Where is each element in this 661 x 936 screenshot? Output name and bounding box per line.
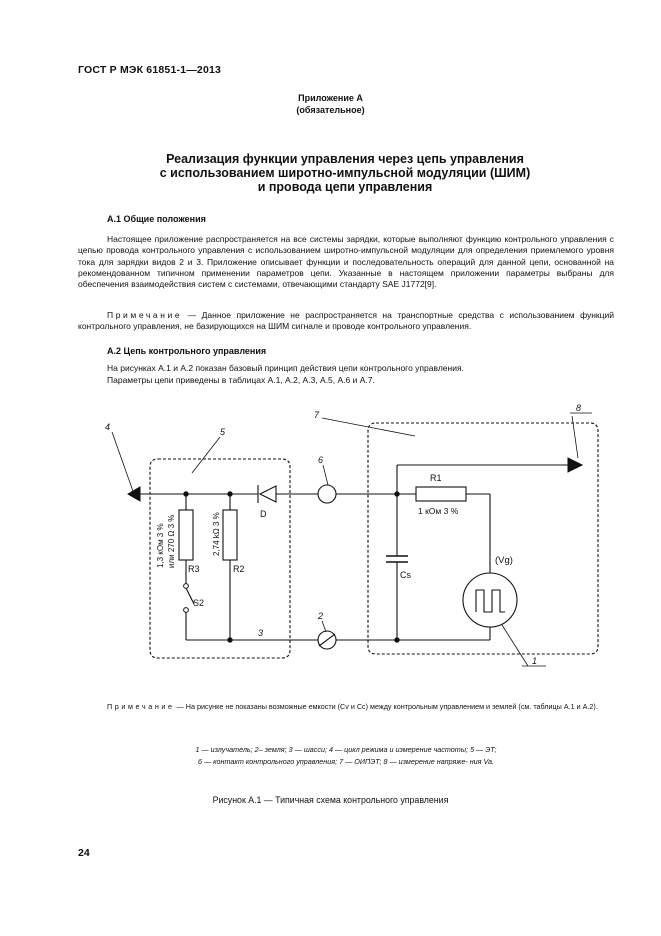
section-a1-paragraph: Настоящее приложение распространяется на все системы зарядки, которые выполняют функцию контрольного управления с цепью провода контрольного управления с использованием широтно-импульсной модуляции для определения приемлемого уровня тока для зарядки видов 2 и 3. Приложение описывает функции и последовательность операций для данной цепи, основанной на рекомендованном типичном применении параметров цепи. Указанные в настоящем приложении параметры выбраны для обеспечения взаимодействия систем с системами, отвечающими стандарту SAE J1772[9]. bbox=[78, 234, 614, 290]
leader-6 bbox=[323, 465, 328, 485]
switch-contact-top bbox=[184, 584, 189, 589]
leader-4 bbox=[112, 432, 134, 494]
node-cs-top bbox=[395, 492, 399, 496]
callout-3: 3 bbox=[258, 628, 264, 638]
node-r3 bbox=[184, 492, 188, 496]
label-r3: R3 bbox=[188, 564, 200, 574]
figure-note-label: Примечание bbox=[107, 702, 175, 711]
switch-contact-bottom bbox=[184, 608, 189, 613]
arrow-head-left bbox=[128, 487, 140, 501]
label-r2: R2 bbox=[233, 564, 245, 574]
figure-legend-line-2: 6 — контакт контрольного управления; 7 — ОИПЭТ; 8 — измерение напряже- ния Va. bbox=[197, 757, 495, 766]
annex-heading-line-3: и провода цепи управления bbox=[257, 180, 433, 194]
callout-7: 7 bbox=[314, 410, 320, 420]
callout-6: 6 bbox=[318, 455, 324, 465]
section-a2-heading: А.2 Цепь контрольного управления bbox=[107, 346, 267, 356]
node-cs-bottom bbox=[395, 638, 399, 642]
label-r1-value: 1 кОм 3 % bbox=[418, 506, 459, 516]
leader-7 bbox=[322, 418, 415, 436]
note-label: Примечание bbox=[107, 310, 183, 320]
resistor-r3 bbox=[179, 510, 193, 560]
annex-heading-line-1: Реализация функции управления через цепь управления bbox=[166, 152, 524, 166]
annex-subtitle: (обязательное) bbox=[296, 105, 365, 115]
section-a2-line-1: На рисунках А.1 и А.2 показан базовый принцип действия цепи контрольного управления. bbox=[107, 363, 464, 373]
figure-legend-line-1: 1 — излучатель; 2– земля; 3 — шасси; 4 — цикл режима и измерение частоты; 5 — ЭТ; bbox=[195, 745, 497, 754]
resistor-r1 bbox=[416, 487, 466, 501]
callout-5: 5 bbox=[220, 427, 226, 437]
label-cs: Cs bbox=[400, 570, 411, 580]
figure-note bbox=[78, 702, 614, 713]
diode-symbol bbox=[260, 486, 276, 502]
pilot-contact bbox=[318, 485, 336, 503]
node-ground-r2 bbox=[228, 638, 232, 642]
ground-contact-slash bbox=[319, 634, 335, 646]
node-r2 bbox=[228, 492, 232, 496]
label-r1: R1 bbox=[430, 473, 442, 483]
label-r3-value-2: или 270 Ω 3 % bbox=[167, 514, 176, 568]
figure-caption: Рисунок А.1 — Типичная схема контрольного управления bbox=[212, 795, 449, 805]
resistor-r2 bbox=[223, 510, 237, 560]
figure-note-text: — На рисунке не показаны возможные емкости (Cv и Cc) между контрольным управлением и землей (см. таблицы А.1 и А.2). bbox=[174, 702, 598, 711]
label-s2: S2 bbox=[193, 598, 205, 608]
annex-title: Приложение А bbox=[298, 93, 363, 103]
page-number: 24 bbox=[78, 847, 90, 859]
pwm-generator bbox=[463, 573, 517, 627]
annex-heading-line-2: с использованием широтно-импульсной модуляции (ШИМ) bbox=[159, 166, 531, 180]
square-wave-icon bbox=[476, 590, 505, 612]
leader-1 bbox=[502, 625, 528, 666]
label-r3-value-1: 1,3 кОм 3 % bbox=[156, 523, 165, 568]
label-vg: (Vg) bbox=[495, 555, 513, 566]
label-r2-value: 2,74 kΩ 3 % bbox=[212, 512, 221, 556]
callout-1: 1 bbox=[532, 656, 538, 666]
document-code: ГОСТ Р МЭК 61851-1—2013 bbox=[78, 64, 222, 76]
leader-2 bbox=[322, 621, 326, 632]
arrow-head-right bbox=[568, 458, 582, 472]
label-diode: D bbox=[260, 509, 267, 519]
note-text: — Данное приложение не распространяется на транспортные средства с использованием функций контрольного управления, не базирующихся на ШИМ сигнале и проводе контрольного управления. bbox=[78, 310, 614, 332]
leader-8 bbox=[572, 416, 578, 458]
callout-8: 8 bbox=[576, 403, 582, 413]
leader-5 bbox=[192, 437, 220, 473]
callout-4: 4 bbox=[105, 422, 111, 432]
evse-boundary bbox=[368, 423, 598, 654]
section-a2-line-2: Параметры цепи приведены в таблицах А.1, А.2, А.3, А.5, А.6 и А.7. bbox=[107, 375, 375, 385]
callout-2: 2 bbox=[318, 611, 324, 621]
section-a1-heading: А.1 Общие положения bbox=[107, 214, 206, 224]
